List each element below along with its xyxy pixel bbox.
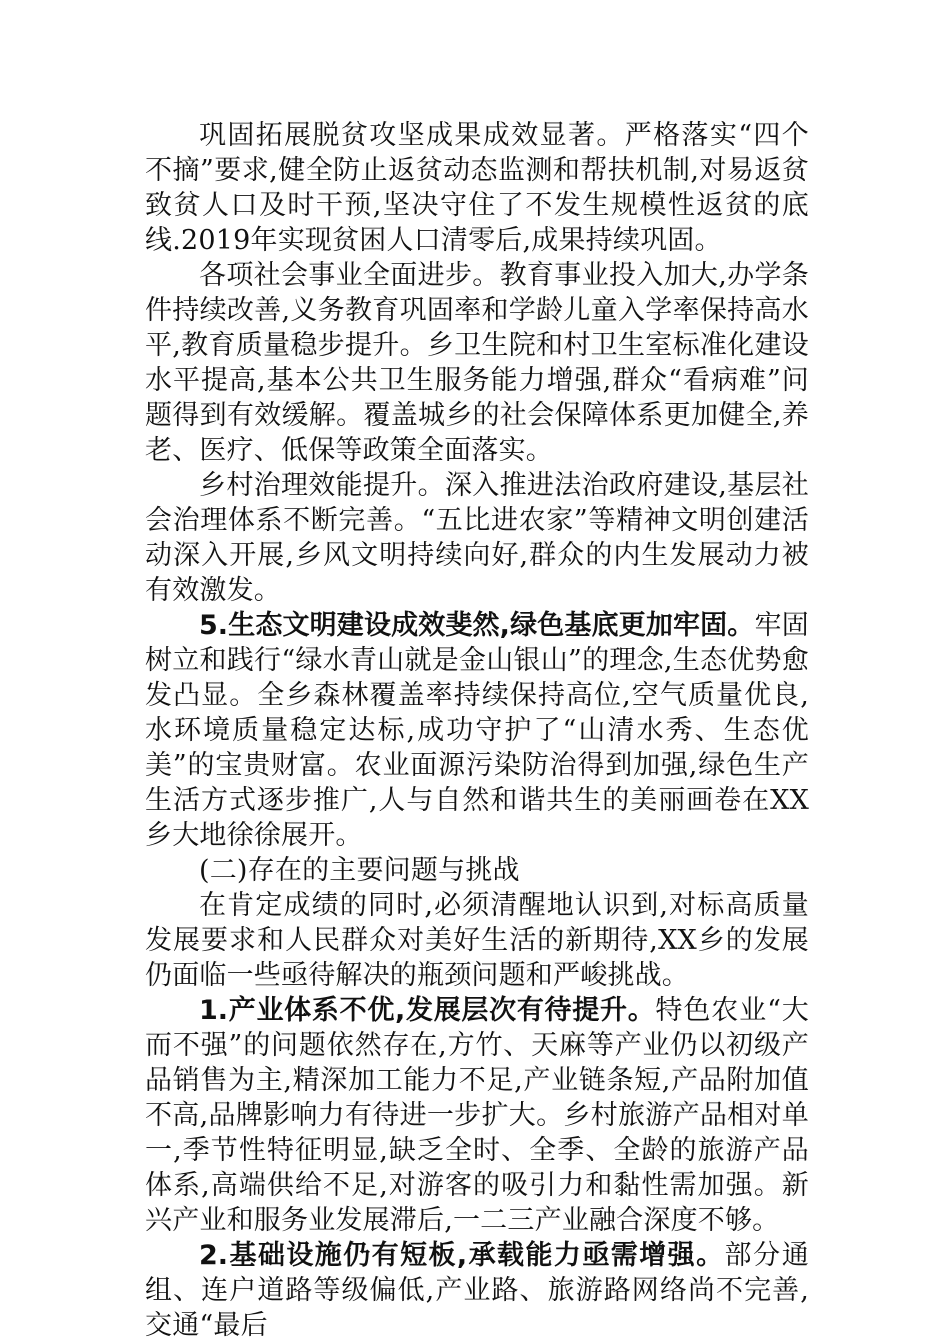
paragraph-problems-intro — [145, 888, 809, 993]
paragraph-text: 牢固树立和践行“绿水青山就是金山银山”的理念,生态优势愈发凸显。全乡森林覆盖率持续保持高位,空气质量优良,水环境质量稳定达标,成功守护了“山清水秀、生态优美”的宝贵财富。农业面源污染防治得到加强,绿色生产生活方式逐步推广,人与自然和谐共生的美丽画卷在XX乡大地徐徐展开。 — [145, 610, 809, 851]
paragraph-ecological-civilization — [145, 608, 809, 853]
paragraph-text: 各项社会事业全面进步。教育事业投入加大,办学条件持续改善,义务教育巩固率和学龄儿童入学率保持高水平,教育质量稳步提升。乡卫生院和村卫生室标准化建设水平提高,基本公共卫生服务能力增强,群众“看病难”问题得到有效缓解。覆盖城乡的社会保障体系更加健全,养老、医疗、低保等政策全面落实。 — [145, 260, 809, 466]
paragraph-text: 特色农业“大而不强”的问题依然存在,方竹、天麻等产业仍以初级产品销售为主,精深加工能力不足,产业链条短,产品附加值不高,品牌影响力有待进一步扩大。乡村旅游产品相对单一,季节性特征明显,缺乏全时、全季、全龄的旅游产品体系,高端供给不足,对游客的吸引力和黏性需加强。新兴产业和服务业发展滞后,一二三产业融合深度不够。 — [145, 995, 809, 1236]
section-heading-text: (二)存在的主要问题与挑战 — [199, 855, 520, 886]
paragraph-rural-governance — [145, 468, 809, 608]
paragraph-infrastructure — [145, 1238, 809, 1343]
paragraph-industry-system — [145, 993, 809, 1238]
paragraph-heading: 1.产业体系不优,发展层次有待提升。 — [199, 995, 656, 1026]
paragraph-heading: 5.生态文明建设成效斐然,绿色基底更加牢固。 — [199, 610, 755, 641]
paragraph-poverty-alleviation — [145, 118, 809, 258]
document-body — [145, 118, 809, 1343]
paragraph-social-undertakings — [145, 258, 809, 468]
paragraph-text: 在肯定成绩的同时,必须清醒地认识到,对标高质量发展要求和人民群众对美好生活的新期待,XX乡的发展仍面临一些亟待解决的瓶颈问题和严峻挑战。 — [145, 890, 809, 991]
paragraph-text: 巩固拓展脱贫攻坚成果成效显著。严格落实“四个不摘”要求,健全防止返贫动态监测和帮扶机制,对易返贫致贫人口及时干预,坚决守住了不发生规模性返贫的底线.2019年实现贫困人口清零后,成果持续巩固。 — [145, 120, 809, 256]
paragraph-text: 乡村治理效能提升。深入推进法治政府建设,基层社会治理体系不断完善。“五比进农家”等精神文明创建活动深入开展,乡风文明持续向好,群众的内生发展动力被有效激发。 — [145, 470, 809, 606]
paragraph-text: 部分通组、连户道路等级偏低,产业路、旅游路网络尚不完善,交通“最后 — [145, 1240, 809, 1341]
section-heading-problems — [145, 853, 809, 888]
paragraph-heading: 2.基础设施仍有短板,承载能力亟需增强。 — [199, 1240, 725, 1271]
